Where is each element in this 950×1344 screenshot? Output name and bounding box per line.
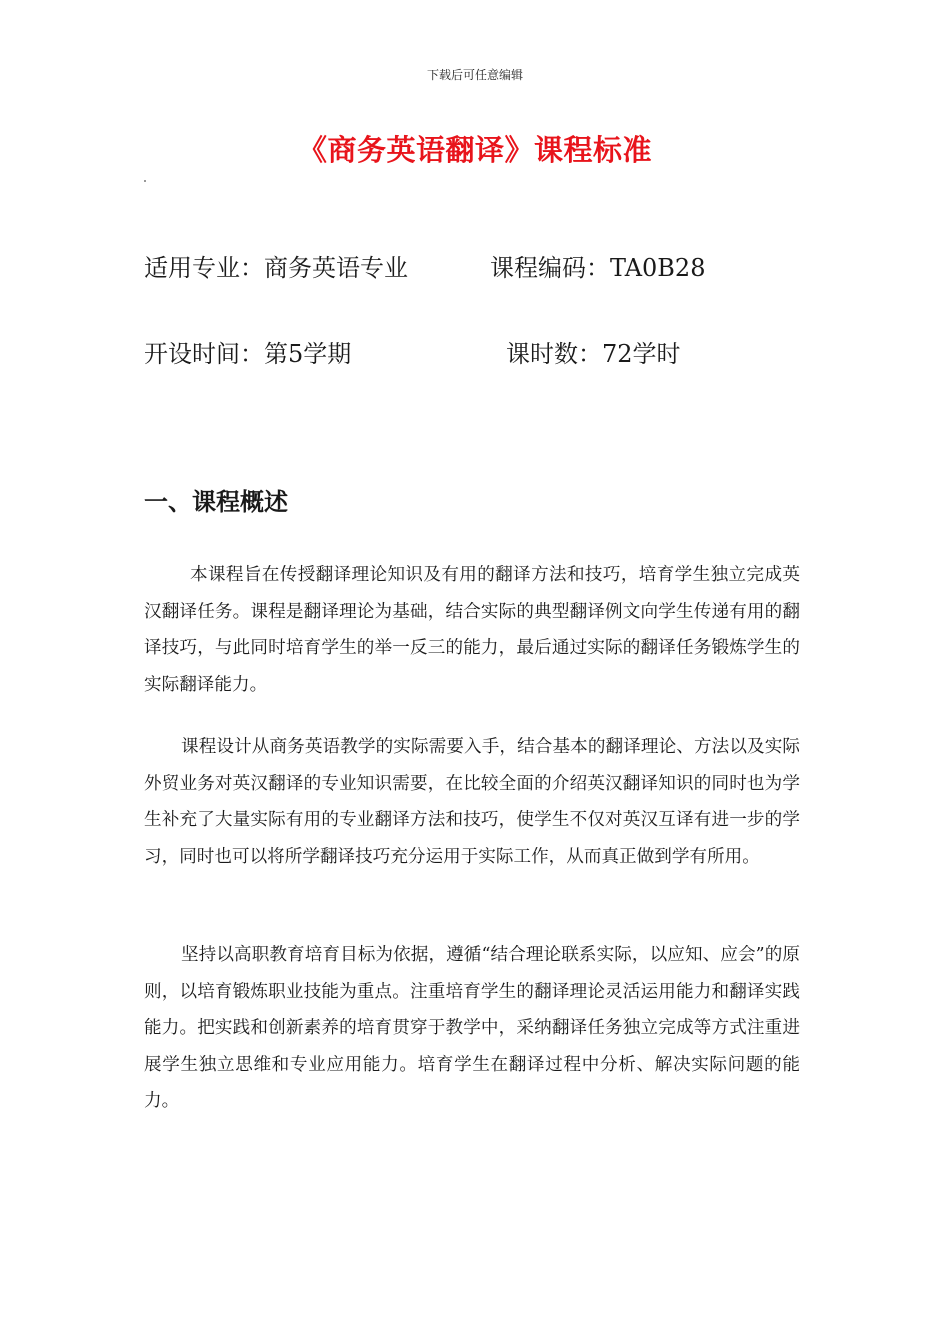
paragraph: 课程设计从商务英语教学的实际需要入手，结合基本的翻译理论、方法以及实际外贸业务对英汉翻译的专业知识需要，在比较全面的介绍英汉翻译知识的同时也为学生补充了大量实际有用的专业翻译方法和技巧，使学生不仅对英汉互译有进一步的学习，同时也可以将所学翻译技巧充分运用于实际工作，从而真正做到学有所用。 — [144, 737, 800, 867]
course-code-label: 课程编码：TA0B28 — [490, 254, 706, 282]
stray-dot — [144, 180, 146, 182]
paragraph: 本课程旨在传授翻译理论知识及有用的翻译方法和技巧，培育学生独立完成英汉翻译任务。课程是翻译理论为基础，结合实际的典型翻译例文向学生传递有用的翻译技巧，与此同时培育学生的举一反三的能力，最后通过实际的翻译任务锻炼学生的实际翻译能力。 — [144, 565, 800, 695]
document-title: 《商务英语翻译》课程标准 — [297, 133, 652, 167]
hours-label: 课时数：72学时 — [506, 340, 681, 368]
paragraph: 坚持以高职教育培育目标为依据，遵循“结合理论联系实际，以应知、应会”的原则，以培育锻炼职业技能为重点。注重培育学生的翻译理论灵活运用能力和翻译实践能力。把实践和创新素养的培育贯穿于教学中，采纳翻译任务独立完成等方式注重进展学生独立思维和专业应用能力。培育学生在翻译过程中分析、解决实际问题的能力。 — [144, 945, 800, 1111]
major-label: 适用专业：商务英语专业 — [144, 254, 408, 282]
header-note: 下载后可任意编辑 — [426, 68, 523, 82]
section-heading: 一、课程概述 — [144, 488, 288, 516]
term-label: 开设时间：第5学期 — [144, 340, 352, 368]
